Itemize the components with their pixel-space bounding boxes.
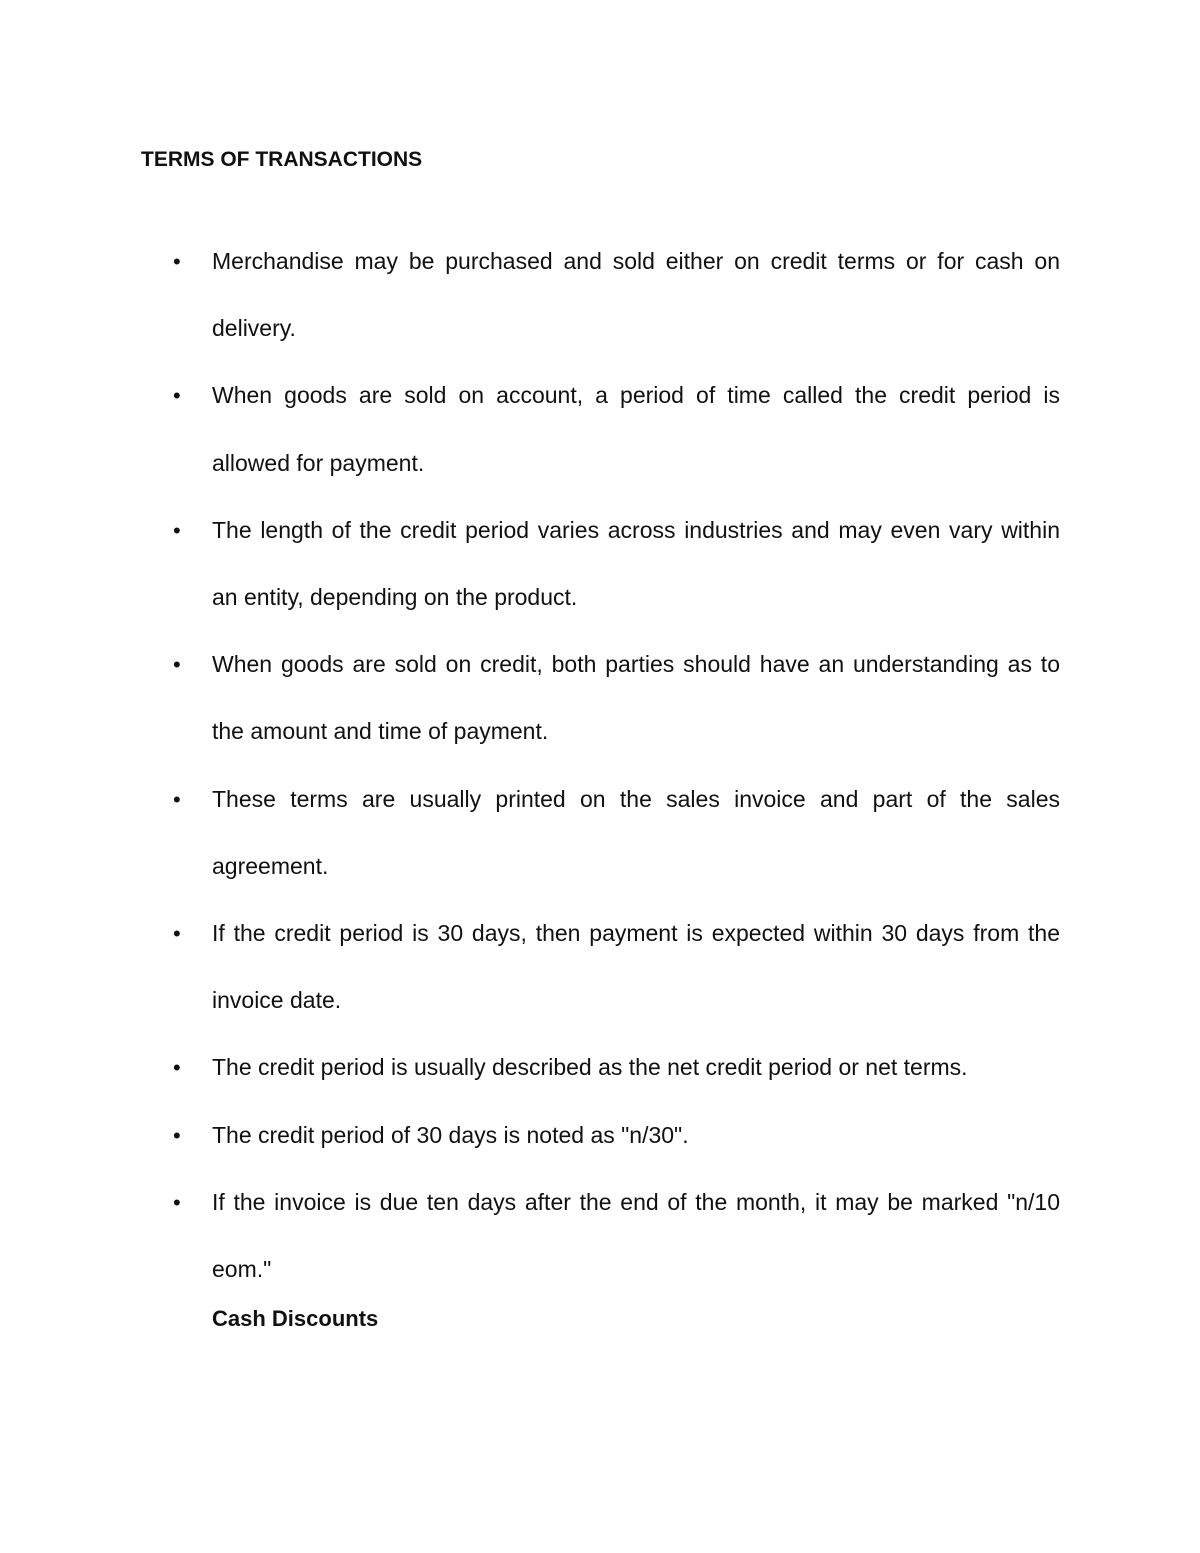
bullet-item: [0, 228, 1200, 362]
bullet-icon: •: [173, 1122, 181, 1148]
bullet-text: The credit period of 30 days is noted as "n/30".: [212, 1121, 689, 1148]
bullet-icon: •: [173, 652, 181, 678]
bullet-item: [0, 1169, 1200, 1303]
bullet-item: [0, 631, 1200, 765]
bullet-item: [0, 1034, 1200, 1101]
bullet-icon: •: [173, 249, 181, 274]
bullet-text: When goods are sold on account, a period of time called the credit period is allowed for payment.: [212, 382, 1060, 476]
bullet-icon: •: [173, 1055, 181, 1081]
document-title: TERMS OF TRANSACTIONS: [141, 148, 423, 171]
bullet-item: [0, 497, 1200, 631]
bullet-text: The length of the credit period varies across industries and may even vary within an entity, depending on the product.: [212, 516, 1060, 611]
bullet-text: If the credit period is 30 days, then payment is expected within 30 days from the invoice date.: [212, 920, 1060, 1014]
bullet-icon: •: [173, 383, 181, 409]
bullet-text: These terms are usually printed on the sales invoice and part of the sales agreement.: [212, 785, 1060, 879]
bullet-icon: •: [173, 517, 181, 543]
section-heading: Cash Discounts: [212, 1306, 379, 1331]
bullet-item: [0, 362, 1200, 496]
bullet-icon: •: [173, 1189, 181, 1215]
bullet-text: Merchandise may be purchased and sold either on credit terms or for cash on delivery.: [212, 248, 1060, 342]
bullet-icon: •: [173, 786, 181, 812]
bullet-icon: •: [173, 921, 181, 947]
bullet-text: The credit period is usually described as the net credit period or net terms.: [212, 1054, 968, 1081]
bullet-item: [0, 1102, 1200, 1169]
bullet-item: [0, 766, 1200, 900]
bullet-item: [0, 900, 1200, 1034]
bullet-list: [0, 228, 1200, 1303]
bullet-text: If the invoice is due ten days after the end of the month, it may be marked "n/10 eom.": [212, 1188, 1060, 1283]
bullet-text: When goods are sold on credit, both parties should have an understanding as to the amount and time of payment.: [212, 651, 1060, 745]
